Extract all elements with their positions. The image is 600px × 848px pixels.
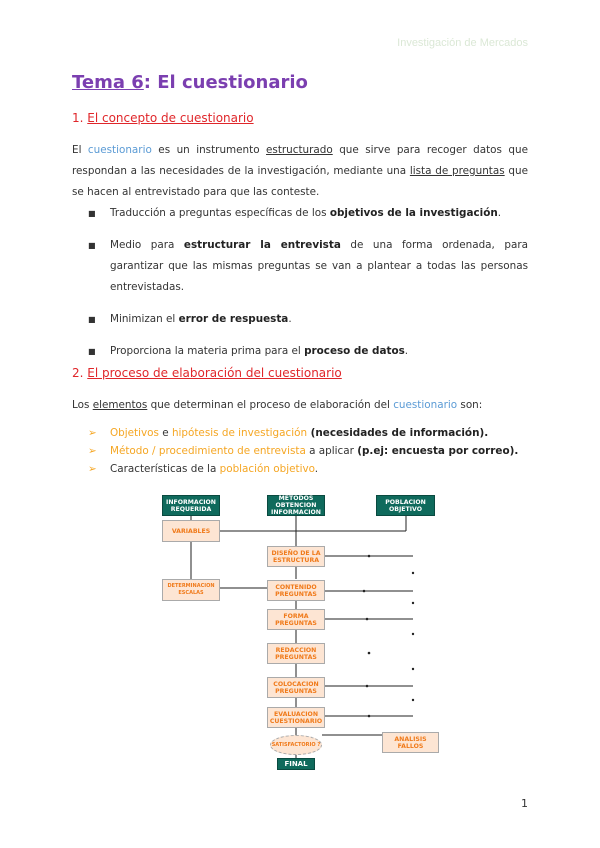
box-diseno: DISEÑO DE LA ESTRUCTURA [267, 546, 325, 567]
section-title: El concepto de cuestionario [87, 111, 254, 125]
list-item: ■ Minimizan el error de respuesta. [88, 313, 292, 325]
list-item: ■ Traducción a preguntas específicas de los objetivos de la investigación. [88, 207, 502, 219]
title-topic: Tema 6 [72, 72, 144, 93]
section-1-paragraph: El cuestionario es un instrumento estructurado que sirve para recoger datos que respondan a las necesidades de la investigación, mediante una lista de preguntas que se hacen al entrevistado para que las conteste. [72, 144, 528, 198]
box-final: FINAL [277, 758, 315, 770]
box-analisis-fallos: ANALISIS FALLOS [382, 732, 439, 753]
section-2-heading: 2. El proceso de elaboración del cuestionario [72, 366, 342, 380]
decision-satisfactorio: SATISFACTORIO ? [270, 735, 322, 755]
section-2-paragraph: Los elementos que determinan el proceso de elaboración del cuestionario son: [72, 399, 483, 411]
list-item: ➢ Método / procedimiento de entrevista a aplicar (p.ej: encuesta por correo). [88, 445, 519, 457]
section-1-heading [72, 111, 254, 125]
section-2-list [88, 424, 528, 478]
box-escalas: DETERMINACION ESCALAS [162, 579, 220, 601]
box-evaluacion: EVALUACION CUESTIONARIO [267, 707, 325, 728]
section-number: 1. [72, 111, 88, 125]
box-redaccion: REDACCION PREGUNTAS [267, 643, 325, 664]
box-variables: VARIABLES [162, 520, 220, 542]
title-rest: : El cuestionario [143, 72, 308, 93]
list-item: ➢ Objetivos e hipótesis de investigación (necesidades de información). [88, 427, 489, 439]
box-metodos: METODOS OBTENCION INFORMACION [267, 495, 325, 516]
page-title [72, 72, 308, 93]
box-poblacion: POBLACION OBJETIVO [376, 495, 435, 516]
flow-diagram [150, 490, 440, 775]
box-colocacion: COLOCACION PREGUNTAS [267, 677, 325, 698]
box-informacion-requerida: INFORMACION REQUERIDA [162, 495, 220, 516]
box-contenido: CONTENIDO PREGUNTAS [267, 580, 325, 601]
box-forma: FORMA PREGUNTAS [267, 609, 325, 630]
section-1-bullets [88, 203, 528, 362]
list-item: ■ Proporciona la materia prima para el proceso de datos. [88, 345, 409, 357]
page-number: 1 [521, 797, 528, 810]
list-item: ➢ Características de la población objetivo. [88, 463, 319, 475]
running-header: Investigación de Mercados [397, 37, 528, 49]
list-item: ■ Medio para estructurar la entrevista de una forma ordenada, para garantizar que las mismas preguntas se van a plantear a todas las personas entrevistadas. [88, 239, 528, 293]
